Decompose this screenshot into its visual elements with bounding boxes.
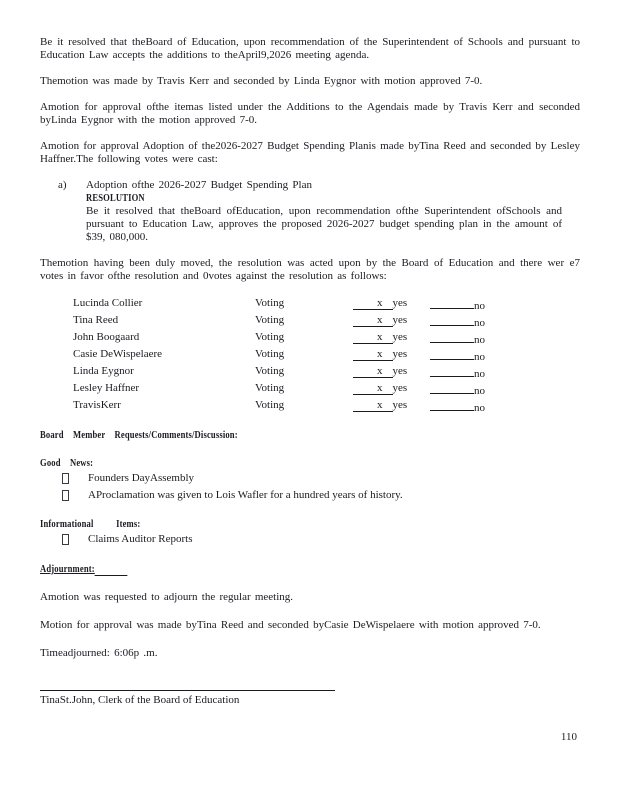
yes-mark-line: x — [353, 297, 393, 310]
informational-item: Claims Auditor Reports — [88, 533, 193, 545]
no-blank-line — [430, 330, 474, 343]
voting-label: Voting — [255, 297, 285, 309]
yes-label: yes — [392, 365, 408, 377]
adjournment-header: Adjournment: — [40, 563, 128, 576]
informational-list — [40, 532, 580, 549]
no-blank-line — [430, 313, 474, 326]
no-label: no — [474, 368, 485, 380]
no-vote-cell — [415, 364, 485, 381]
no-label: no — [474, 351, 485, 363]
yes-vote-cell — [353, 381, 415, 398]
voter-name: Lesley Haffner — [73, 382, 140, 394]
yes-vote-cell — [353, 347, 415, 364]
no-label: no — [474, 334, 485, 346]
yes-vote-cell — [353, 398, 415, 415]
no-blank-line — [430, 381, 474, 394]
voting-label: Voting — [255, 399, 285, 411]
no-blank-line — [430, 364, 474, 377]
voting-label: Voting — [255, 365, 285, 377]
no-vote-cell — [415, 398, 485, 415]
yes-mark-line: x — [353, 314, 393, 327]
good-news-list — [40, 471, 580, 505]
bullet-box-icon — [62, 490, 69, 501]
paragraph-resolved-additions: Be it resolved that theBoard of Education, upon recommendation of the Superintendent of Schools and pursuant to Education Law accepts the additions to theApril9,2026 meeting agenda. — [40, 36, 580, 61]
adjournment-underline-tail — [95, 564, 128, 576]
vote-row — [73, 347, 580, 364]
clerk-signature-text: TinaSt.John, Clerk of the Board of Education — [40, 694, 240, 706]
paragraph-adjourn-request: Amotion was requested to adjourn the regular meeting. — [40, 591, 294, 603]
yes-label: yes — [392, 331, 408, 343]
voter-name: Linda Eygnor — [73, 365, 134, 377]
resolution-label: RESOLUTION — [86, 192, 145, 204]
yes-mark-line: x — [353, 331, 393, 344]
no-vote-cell — [415, 381, 485, 398]
no-label: no — [474, 402, 485, 414]
agenda-item-body: Be it resolved that theBoard ofEducation, upon recommendation ofthe Superintendent ofSchools and pursuant to Education Law, approves the proposed 2026-2027 budget spending plan in the amount of $39, 080,000. — [86, 205, 562, 243]
yes-label: yes — [392, 297, 408, 309]
voter-name: Lucinda Collier — [73, 297, 143, 309]
paragraph-votes-intro: Themotion having been duly moved, the resolution was acted upon by the Board of Education and there wer e7 votes in favor ofthe resolution and 0votes against the resolution as follows: — [40, 257, 580, 282]
signature-line — [40, 690, 335, 692]
no-label: no — [474, 300, 485, 312]
signature-block — [40, 690, 580, 707]
informational-items-header: Informational Items: — [40, 518, 141, 530]
vote-row — [73, 381, 580, 398]
list-item — [62, 488, 580, 505]
agenda-item-title: Adoption ofthe 2026-2027 Budget Spending Plan — [86, 179, 312, 191]
paragraph-adjourn-motion: Motion for approval was made byTina Reed and seconded byCasie DeWispelaere with motion approved 7-0. — [40, 619, 541, 631]
no-vote-cell — [415, 347, 485, 364]
voter-name: TravisKerr — [73, 399, 121, 411]
yes-vote-cell — [353, 364, 415, 381]
yes-vote-cell — [353, 330, 415, 347]
good-news-item: Founders DayAssembly — [88, 472, 195, 484]
vote-row — [73, 398, 580, 415]
yes-mark-line: x — [353, 365, 393, 378]
voter-name: Casie DeWispelaere — [73, 348, 163, 360]
vote-row — [73, 364, 580, 381]
yes-mark-line: x — [353, 348, 393, 361]
good-news-item: AProclamation was given to Lois Wafler for a hundred years of history. — [88, 489, 403, 501]
yes-vote-cell — [353, 296, 415, 313]
page-number: 110 — [560, 731, 577, 743]
voting-table — [73, 296, 580, 415]
yes-label: yes — [392, 348, 408, 360]
yes-label: yes — [392, 314, 408, 326]
no-vote-cell — [415, 296, 485, 313]
list-item — [62, 471, 580, 488]
no-blank-line — [430, 296, 474, 309]
paragraph-motion-budget: Amotion for approval Adoption of the2026-2027 Budget Spending Planis made byTina Reed and seconded by Lesley Haffner.The following votes were cast: — [40, 140, 580, 165]
yes-label: yes — [392, 399, 408, 411]
no-vote-cell — [415, 313, 485, 330]
yes-mark-line: x — [353, 399, 393, 412]
yes-label: yes — [392, 382, 408, 394]
voting-label: Voting — [255, 348, 285, 360]
no-label: no — [474, 385, 485, 397]
paragraph-motion-additions: Amotion for approval ofthe itemas listed under the Additions to the Agendais made by Travis Kerr and seconded byLinda Eygnor with the motion approved 7-0. — [40, 101, 580, 126]
voter-name: John Boogaard — [73, 331, 140, 343]
no-label: no — [474, 317, 485, 329]
voting-label: Voting — [255, 331, 285, 343]
yes-vote-cell — [353, 313, 415, 330]
board-member-requests-header: Board Member Requests/Comments/Discussion: — [40, 429, 238, 441]
paragraph-time-adjourned: Timeadjourned: 6:06p .m. — [40, 647, 158, 659]
list-item — [62, 532, 580, 549]
voter-name: Tina Reed — [73, 314, 119, 326]
paragraph-motion-made: Themotion was made by Travis Kerr and seconded by Linda Eygnor with motion approved 7-0. — [40, 75, 483, 87]
vote-row — [73, 313, 580, 330]
bullet-box-icon — [62, 534, 69, 545]
agenda-item-a — [58, 179, 562, 244]
yes-mark-line: x — [353, 382, 393, 395]
vote-row — [73, 296, 580, 313]
no-vote-cell — [415, 330, 485, 347]
agenda-item-marker: a) — [58, 179, 67, 191]
bullet-box-icon — [62, 473, 69, 484]
good-news-header: Good News: — [40, 457, 94, 469]
vote-row — [73, 330, 580, 347]
voting-label: Voting — [255, 382, 285, 394]
no-blank-line — [430, 347, 474, 360]
no-blank-line — [430, 398, 474, 411]
voting-label: Voting — [255, 314, 285, 326]
